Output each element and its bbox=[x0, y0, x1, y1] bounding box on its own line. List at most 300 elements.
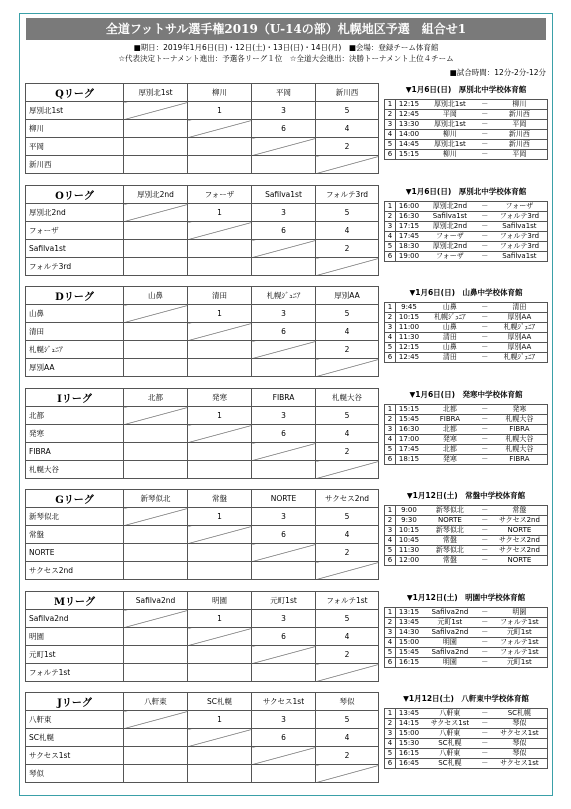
away-team: Safilva1st bbox=[492, 252, 548, 262]
match-number-cell: 5 bbox=[316, 102, 379, 120]
match-number: 5 bbox=[385, 546, 396, 556]
match-time: 16:15 bbox=[396, 658, 423, 668]
home-team: サクセス1st bbox=[422, 719, 478, 729]
match-number-cell: 4 bbox=[316, 628, 379, 646]
match-number: 3 bbox=[385, 323, 396, 333]
home-team: SC札幌 bbox=[422, 759, 478, 769]
league-table bbox=[25, 185, 379, 276]
schedule-row bbox=[385, 232, 548, 242]
row-team-name: 柳川 bbox=[26, 120, 124, 138]
match-number: 1 bbox=[385, 608, 396, 618]
empty-cell bbox=[124, 222, 188, 240]
home-team: 柳川 bbox=[422, 130, 478, 140]
column-team-name: 新川西 bbox=[316, 84, 379, 102]
match-number: 2 bbox=[385, 618, 396, 628]
schedule-row bbox=[385, 749, 548, 759]
schedule-row bbox=[385, 618, 548, 628]
schedule-row bbox=[385, 252, 548, 262]
match-time: 16:30 bbox=[396, 425, 423, 435]
match-time: 14:45 bbox=[396, 140, 423, 150]
diagonal-cell bbox=[188, 628, 252, 646]
match-number-cell: 6 bbox=[252, 729, 316, 747]
diagonal-cell bbox=[252, 443, 316, 461]
match-time: 10:15 bbox=[396, 526, 423, 536]
match-number-cell: 2 bbox=[316, 646, 379, 664]
away-team: サクセス2nd bbox=[492, 536, 548, 546]
match-number: 6 bbox=[385, 150, 396, 160]
match-number-cell: 5 bbox=[316, 508, 379, 526]
column-team-name: 厚別北2nd bbox=[124, 186, 188, 204]
diagonal-cell bbox=[124, 204, 188, 222]
away-team: 明園 bbox=[492, 608, 548, 618]
match-time: 17:00 bbox=[396, 435, 423, 445]
schedule-row bbox=[385, 445, 548, 455]
row-team-name: フォルテ3rd bbox=[26, 258, 124, 276]
schedule-row bbox=[385, 628, 548, 638]
column-team-name: 明園 bbox=[188, 592, 252, 610]
versus-dash: － bbox=[478, 333, 492, 343]
match-number: 6 bbox=[385, 353, 396, 363]
match-number-cell: 4 bbox=[316, 323, 379, 341]
schedule bbox=[384, 489, 548, 566]
away-team: 札幌ｼﾞｭﾆｱ bbox=[492, 323, 548, 333]
empty-cell bbox=[188, 544, 252, 562]
empty-cell bbox=[252, 765, 316, 783]
column-team-name: 札幌大谷 bbox=[316, 389, 379, 407]
home-team: 清田 bbox=[422, 333, 478, 343]
match-time: 16:45 bbox=[396, 759, 423, 769]
versus-dash: － bbox=[478, 608, 492, 618]
match-time: 17:45 bbox=[396, 232, 423, 242]
away-team: 琴似 bbox=[492, 749, 548, 759]
home-team: 山鼻 bbox=[422, 303, 478, 313]
match-number: 2 bbox=[385, 415, 396, 425]
schedule-row bbox=[385, 110, 548, 120]
schedule-row bbox=[385, 546, 548, 556]
diagonal-cell bbox=[124, 305, 188, 323]
match-number: 5 bbox=[385, 648, 396, 658]
match-number: 4 bbox=[385, 130, 396, 140]
empty-cell bbox=[188, 156, 252, 174]
away-team: 厚別AA bbox=[492, 313, 548, 323]
row-team-name: 北都 bbox=[26, 407, 124, 425]
empty-cell bbox=[124, 138, 188, 156]
empty-cell bbox=[188, 359, 252, 377]
row-team-name: Safilva1st bbox=[26, 240, 124, 258]
match-time: 13:45 bbox=[396, 709, 423, 719]
match-time: 11:30 bbox=[396, 333, 423, 343]
schedule-row bbox=[385, 130, 548, 140]
schedule-table bbox=[384, 404, 548, 465]
away-team: 元町1st bbox=[492, 658, 548, 668]
home-team: 山鼻 bbox=[422, 343, 478, 353]
match-time-info: ■試合時間：12分-2分-12分 bbox=[449, 68, 546, 77]
match-number-cell: 6 bbox=[252, 222, 316, 240]
schedule-row bbox=[385, 120, 548, 130]
league-block bbox=[20, 387, 552, 482]
column-team-name: 札幌ｼﾞｭﾆｱ bbox=[252, 287, 316, 305]
row-team-name: Safilva2nd bbox=[26, 610, 124, 628]
match-number-cell: 1 bbox=[188, 305, 252, 323]
away-team: 琴似 bbox=[492, 719, 548, 729]
home-team: 厚別北2nd bbox=[422, 242, 478, 252]
match-number: 4 bbox=[385, 333, 396, 343]
away-team: フォルテ3rd bbox=[492, 212, 548, 222]
league-name: Gリーグ bbox=[26, 490, 124, 508]
match-time: 15:15 bbox=[396, 150, 423, 160]
column-team-name: 琴似 bbox=[316, 693, 379, 711]
home-team: 厚別北1st bbox=[422, 120, 478, 130]
empty-cell bbox=[124, 461, 188, 479]
schedule-row bbox=[385, 140, 548, 150]
away-team: フォルテ3rd bbox=[492, 242, 548, 252]
league-block bbox=[20, 184, 552, 279]
league-table bbox=[25, 388, 379, 479]
schedule-row bbox=[385, 435, 548, 445]
row-team-name: 厚別北2nd bbox=[26, 204, 124, 222]
schedule-row bbox=[385, 608, 548, 618]
match-number-cell: 5 bbox=[316, 407, 379, 425]
match-number: 1 bbox=[385, 100, 396, 110]
empty-cell bbox=[188, 664, 252, 682]
empty-cell bbox=[252, 156, 316, 174]
match-time: 14:15 bbox=[396, 719, 423, 729]
home-team: 厚別北2nd bbox=[422, 222, 478, 232]
home-team: 八軒東 bbox=[422, 729, 478, 739]
match-number: 4 bbox=[385, 536, 396, 546]
row-team-name: 八軒東 bbox=[26, 711, 124, 729]
away-team: サクセス2nd bbox=[492, 516, 548, 526]
match-number-cell: 6 bbox=[252, 323, 316, 341]
versus-dash: － bbox=[478, 618, 492, 628]
match-number-cell: 5 bbox=[316, 711, 379, 729]
match-number: 4 bbox=[385, 638, 396, 648]
match-number-cell: 5 bbox=[316, 305, 379, 323]
versus-dash: － bbox=[478, 455, 492, 465]
league-table bbox=[25, 591, 379, 682]
away-team: NORTE bbox=[492, 556, 548, 566]
away-team: 平岡 bbox=[492, 150, 548, 160]
versus-dash: － bbox=[478, 252, 492, 262]
column-team-name: 清田 bbox=[188, 287, 252, 305]
schedule-row bbox=[385, 323, 548, 333]
match-number: 5 bbox=[385, 140, 396, 150]
schedule-row bbox=[385, 536, 548, 546]
schedule-row bbox=[385, 415, 548, 425]
schedule-title: ▼1月6日(日) 山鼻中学校体育館 bbox=[409, 288, 523, 297]
home-team: 厚別北2nd bbox=[422, 202, 478, 212]
home-team: フォーザ bbox=[422, 232, 478, 242]
away-team: 札幌大谷 bbox=[492, 435, 548, 445]
row-team-name: 清田 bbox=[26, 323, 124, 341]
schedule-row bbox=[385, 303, 548, 313]
away-team: 発寒 bbox=[492, 405, 548, 415]
schedule-row bbox=[385, 242, 548, 252]
match-number-cell: 2 bbox=[316, 138, 379, 156]
column-team-name: Safilva1st bbox=[252, 186, 316, 204]
row-team-name: 札幌大谷 bbox=[26, 461, 124, 479]
match-time: 16:30 bbox=[396, 212, 423, 222]
match-time: 14:30 bbox=[396, 628, 423, 638]
match-time: 15:15 bbox=[396, 405, 423, 415]
match-number: 2 bbox=[385, 110, 396, 120]
qualification-info: ☆代表決定トーナメント進出：予選各リーグ１位 ☆全道大会進出：決勝トーナメント上位４チーム bbox=[118, 54, 454, 63]
match-number: 5 bbox=[385, 242, 396, 252]
match-number: 3 bbox=[385, 222, 396, 232]
versus-dash: － bbox=[478, 739, 492, 749]
match-number-cell: 4 bbox=[316, 526, 379, 544]
match-time: 13:15 bbox=[396, 608, 423, 618]
match-time: 11:00 bbox=[396, 323, 423, 333]
schedule bbox=[384, 692, 548, 769]
empty-cell bbox=[124, 258, 188, 276]
column-team-name: フォルテ3rd bbox=[316, 186, 379, 204]
empty-cell bbox=[188, 138, 252, 156]
match-number: 3 bbox=[385, 729, 396, 739]
match-number: 5 bbox=[385, 749, 396, 759]
match-number: 3 bbox=[385, 120, 396, 130]
home-team: Safilva2nd bbox=[422, 648, 478, 658]
match-time: 15:30 bbox=[396, 739, 423, 749]
versus-dash: － bbox=[478, 546, 492, 556]
schedule-row bbox=[385, 526, 548, 536]
diagonal-cell bbox=[252, 341, 316, 359]
league-name: Oリーグ bbox=[26, 186, 124, 204]
row-team-name: 厚別北1st bbox=[26, 102, 124, 120]
column-team-name: サクセス1st bbox=[252, 693, 316, 711]
match-number: 2 bbox=[385, 719, 396, 729]
away-team: サクセス1st bbox=[492, 729, 548, 739]
versus-dash: － bbox=[478, 516, 492, 526]
schedule-table bbox=[384, 607, 548, 668]
league-name: Qリーグ bbox=[26, 84, 124, 102]
versus-dash: － bbox=[478, 323, 492, 333]
row-team-name: 山鼻 bbox=[26, 305, 124, 323]
match-number-cell: 1 bbox=[188, 610, 252, 628]
diagonal-cell bbox=[188, 526, 252, 544]
page-title: 全道フットサル選手権2019（U-14の部）札幌地区予選 組合せ1 bbox=[26, 18, 546, 40]
schedule-row bbox=[385, 759, 548, 769]
away-team: サクセス2nd bbox=[492, 546, 548, 556]
schedule-row bbox=[385, 516, 548, 526]
match-number-cell: 1 bbox=[188, 508, 252, 526]
away-team: 常盤 bbox=[492, 506, 548, 516]
versus-dash: － bbox=[478, 242, 492, 252]
league-table bbox=[25, 83, 379, 174]
match-number-cell: 4 bbox=[316, 425, 379, 443]
empty-cell bbox=[124, 747, 188, 765]
away-team: FIBRA bbox=[492, 425, 548, 435]
versus-dash: － bbox=[478, 303, 492, 313]
schedule-row bbox=[385, 709, 548, 719]
empty-cell bbox=[124, 526, 188, 544]
league-block bbox=[20, 691, 552, 786]
home-team: 発寒 bbox=[422, 435, 478, 445]
home-team: 厚別北1st bbox=[422, 140, 478, 150]
match-number: 2 bbox=[385, 516, 396, 526]
league-name: Iリーグ bbox=[26, 389, 124, 407]
row-team-name: 明園 bbox=[26, 628, 124, 646]
home-team: 新琴似北 bbox=[422, 526, 478, 536]
versus-dash: － bbox=[478, 353, 492, 363]
column-team-name: サクセス2nd bbox=[316, 490, 379, 508]
empty-cell bbox=[124, 729, 188, 747]
empty-cell bbox=[188, 562, 252, 580]
versus-dash: － bbox=[478, 150, 492, 160]
row-team-name: SC札幌 bbox=[26, 729, 124, 747]
versus-dash: － bbox=[478, 405, 492, 415]
away-team: 新川西 bbox=[492, 140, 548, 150]
match-number-cell: 4 bbox=[316, 729, 379, 747]
home-team: 柳川 bbox=[422, 150, 478, 160]
away-team: FIBRA bbox=[492, 455, 548, 465]
column-team-name: 柳川 bbox=[188, 84, 252, 102]
empty-cell bbox=[124, 628, 188, 646]
match-number: 4 bbox=[385, 435, 396, 445]
match-time: 10:45 bbox=[396, 536, 423, 546]
match-number: 1 bbox=[385, 202, 396, 212]
diagonal-cell bbox=[252, 138, 316, 156]
diagonal-cell bbox=[252, 240, 316, 258]
empty-cell bbox=[252, 258, 316, 276]
match-number-cell: 2 bbox=[316, 240, 379, 258]
league-name: Dリーグ bbox=[26, 287, 124, 305]
versus-dash: － bbox=[478, 729, 492, 739]
home-team: フォーザ bbox=[422, 252, 478, 262]
versus-dash: － bbox=[478, 759, 492, 769]
match-number-cell: 6 bbox=[252, 425, 316, 443]
empty-cell bbox=[124, 120, 188, 138]
league-block bbox=[20, 285, 552, 380]
match-time: 15:00 bbox=[396, 729, 423, 739]
away-team: フォーザ bbox=[492, 202, 548, 212]
empty-cell bbox=[124, 544, 188, 562]
match-number: 6 bbox=[385, 455, 396, 465]
empty-cell bbox=[252, 461, 316, 479]
match-number: 1 bbox=[385, 405, 396, 415]
match-time: 9:30 bbox=[396, 516, 423, 526]
schedule-row bbox=[385, 719, 548, 729]
versus-dash: － bbox=[478, 100, 492, 110]
diagonal-cell bbox=[124, 508, 188, 526]
row-team-name: 新川西 bbox=[26, 156, 124, 174]
match-number-cell: 5 bbox=[316, 204, 379, 222]
home-team: 八軒東 bbox=[422, 749, 478, 759]
versus-dash: － bbox=[478, 536, 492, 546]
match-time: 16:00 bbox=[396, 202, 423, 212]
match-number-cell: 3 bbox=[252, 305, 316, 323]
diagonal-cell bbox=[188, 729, 252, 747]
match-time: 13:30 bbox=[396, 120, 423, 130]
diagonal-cell bbox=[252, 747, 316, 765]
away-team: 札幌大谷 bbox=[492, 415, 548, 425]
home-team: 常盤 bbox=[422, 536, 478, 546]
diagonal-cell bbox=[252, 544, 316, 562]
home-team: 北都 bbox=[422, 405, 478, 415]
versus-dash: － bbox=[478, 526, 492, 536]
league-table bbox=[25, 692, 379, 783]
match-number: 6 bbox=[385, 658, 396, 668]
diagonal-cell bbox=[316, 562, 379, 580]
match-time: 15:45 bbox=[396, 648, 423, 658]
match-time: 12:15 bbox=[396, 100, 423, 110]
schedule bbox=[384, 185, 548, 262]
league-block bbox=[20, 488, 552, 583]
away-team: 新川西 bbox=[492, 110, 548, 120]
empty-cell bbox=[252, 359, 316, 377]
empty-cell bbox=[124, 765, 188, 783]
home-team: 北都 bbox=[422, 425, 478, 435]
match-time: 15:00 bbox=[396, 638, 423, 648]
schedule-row bbox=[385, 222, 548, 232]
empty-cell bbox=[124, 562, 188, 580]
league-name: Mリーグ bbox=[26, 592, 124, 610]
match-number-cell: 2 bbox=[316, 443, 379, 461]
column-team-name: 山鼻 bbox=[124, 287, 188, 305]
schedule-table bbox=[384, 99, 548, 160]
versus-dash: － bbox=[478, 709, 492, 719]
away-team: フォルテ1st bbox=[492, 618, 548, 628]
versus-dash: － bbox=[478, 232, 492, 242]
schedule-row bbox=[385, 425, 548, 435]
empty-cell bbox=[188, 443, 252, 461]
home-team: 厚別北1st bbox=[422, 100, 478, 110]
league-block bbox=[20, 82, 552, 177]
row-team-name: 新琴似北 bbox=[26, 508, 124, 526]
match-number-cell: 6 bbox=[252, 628, 316, 646]
empty-cell bbox=[124, 359, 188, 377]
schedule-row bbox=[385, 556, 548, 566]
home-team: 明園 bbox=[422, 638, 478, 648]
match-number: 3 bbox=[385, 425, 396, 435]
empty-cell bbox=[188, 461, 252, 479]
schedule-row bbox=[385, 100, 548, 110]
schedule bbox=[384, 388, 548, 465]
match-time: 13:45 bbox=[396, 618, 423, 628]
diagonal-cell bbox=[188, 120, 252, 138]
column-team-name: 厚別北1st bbox=[124, 84, 188, 102]
away-team: 札幌ｼﾞｭﾆｱ bbox=[492, 353, 548, 363]
versus-dash: － bbox=[478, 222, 492, 232]
column-team-name: Safilva2nd bbox=[124, 592, 188, 610]
home-team: 元町1st bbox=[422, 618, 478, 628]
match-number: 1 bbox=[385, 303, 396, 313]
home-team: 北都 bbox=[422, 445, 478, 455]
versus-dash: － bbox=[478, 719, 492, 729]
versus-dash: － bbox=[478, 749, 492, 759]
match-number-cell: 6 bbox=[252, 120, 316, 138]
match-number: 4 bbox=[385, 232, 396, 242]
schedule-title: ▼1月12日(土) 明園中学校体育館 bbox=[406, 593, 526, 602]
column-team-name: SC札幌 bbox=[188, 693, 252, 711]
match-time: 18:15 bbox=[396, 455, 423, 465]
schedule-row bbox=[385, 212, 548, 222]
home-team: 平岡 bbox=[422, 110, 478, 120]
diagonal-cell bbox=[316, 156, 379, 174]
versus-dash: － bbox=[478, 343, 492, 353]
empty-cell bbox=[124, 664, 188, 682]
match-number: 3 bbox=[385, 526, 396, 536]
home-team: Safilva2nd bbox=[422, 608, 478, 618]
document-page bbox=[19, 13, 553, 796]
league-block bbox=[20, 590, 552, 685]
empty-cell bbox=[124, 443, 188, 461]
match-number: 6 bbox=[385, 759, 396, 769]
versus-dash: － bbox=[478, 110, 492, 120]
diagonal-cell bbox=[316, 765, 379, 783]
schedule-table bbox=[384, 302, 548, 363]
match-number-cell: 3 bbox=[252, 508, 316, 526]
